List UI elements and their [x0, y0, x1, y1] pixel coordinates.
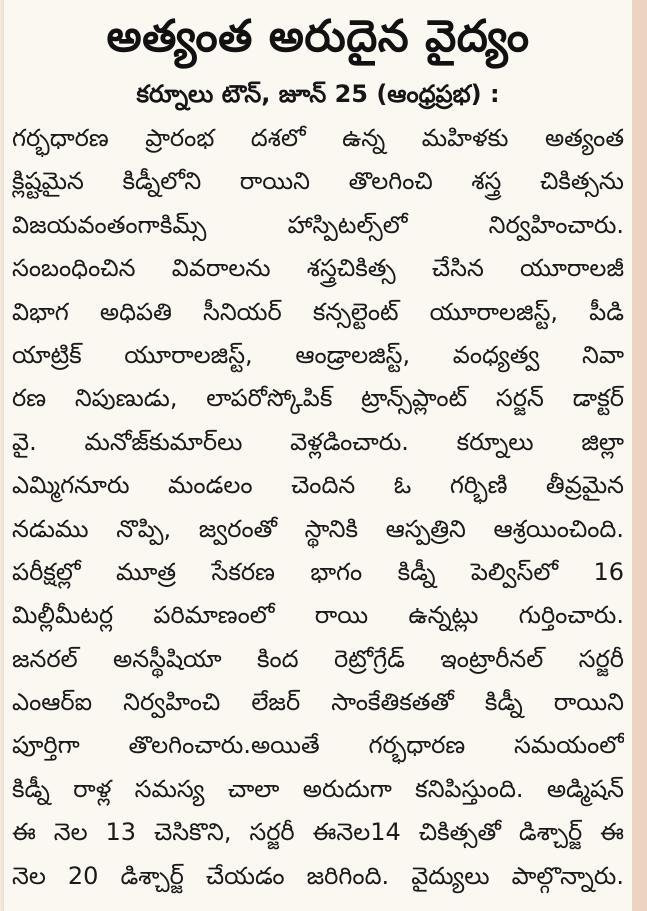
article-line: వై. మనోజ్‌కుమార్‌లు వెళ్లడించారు. కర్నూలు జిల్లా [12, 427, 624, 456]
newspaper-clipping [4, 0, 632, 911]
article-line: పూర్తిగా తొలగించారు.అయితే గర్భధారణ సమయంలో [12, 731, 624, 760]
article-body [12, 117, 624, 898]
article-line: యాట్రిక్ యూరాలజిస్ట్, ఆండ్రాలజిస్ట్, వంధ్యత్వ నివా [12, 340, 624, 369]
headline: అత్యంత అరుదైన వైద్యం [106, 11, 530, 62]
article-line: పరీక్షల్లో మూత్ర సేకరణ భాగం కిడ్నీ పెల్విస్‌లో 16 [12, 557, 624, 586]
article-line: విభాగ అధిపతి సీనియర్ కన్సల్టెంట్ యూరాలజిస్ట్, పీడి [12, 297, 624, 326]
article-line: విజయవంతంగాకిమ్స్ హాస్పిటల్స్‌లో నిర్వహించారు. [12, 210, 624, 239]
article-line: నడుము నొప్పి, జ్వరంతో స్థానికి ఆస్పత్రిని ఆశ్రయించింది. [12, 514, 624, 543]
dateline: కర్నూలు టౌన్, జూన్ 25 (ఆంధ్రప్రభ) : [136, 80, 500, 108]
article-line: మిల్లీమీటర్ల పరిమాణంలో రాయి ఉన్నట్లు గుర్తించారు. [12, 601, 624, 630]
article-line: నెల 20 డిశ్చార్జ్ చేయడం జరిగింది. వైద్యులు పాల్గొన్నారు. [12, 861, 624, 890]
article-line: సంబంధించిన వివరాలను శస్త్రచికిత్స చేసిన యూరాలజీ [12, 254, 624, 283]
article-line: కిడ్నీ రాళ్ల సమస్య చాలా అరుదుగా కనిపిస్తుంది. అడ్మిషన్ [12, 774, 624, 803]
article-line: ఈ నెల 13 చెసికొని, సర్జరీ ఈనెల14 చికిత్సతో డిశ్చార్జ్ ఈ [12, 818, 624, 847]
article-line: క్లిష్టమైన కిడ్నీలోని రాయిని తొలగించి శస్త్ర చికిత్సను [12, 167, 624, 196]
article-line: ఎమ్మిగనూరు మండలం చెందిన ఓ గర్భిణి తీవ్రమైన [12, 471, 624, 500]
article-line: రణ నిపుణుడు, లాపరోస్కోపిక్ ట్రాన్స్‌ప్లాంట్ సర్జన్ డాక్టర్ [12, 384, 624, 413]
page-edge-strip [632, 0, 647, 911]
article-line: జనరల్ అనస్థీషియా కింద రెట్రోగ్రేడ్ ఇంట్రారీనల్ సర్జరీ [12, 644, 624, 673]
article-line: గర్భధారణ ప్రారంభ దశలో ఉన్న మహిళకు అత్యంత [12, 124, 624, 152]
article-line: ఎంఆర్ఐ నిర్వహించి లేజర్ సాంకేతికతతో కిడ్నీ రాయిని [12, 688, 624, 717]
